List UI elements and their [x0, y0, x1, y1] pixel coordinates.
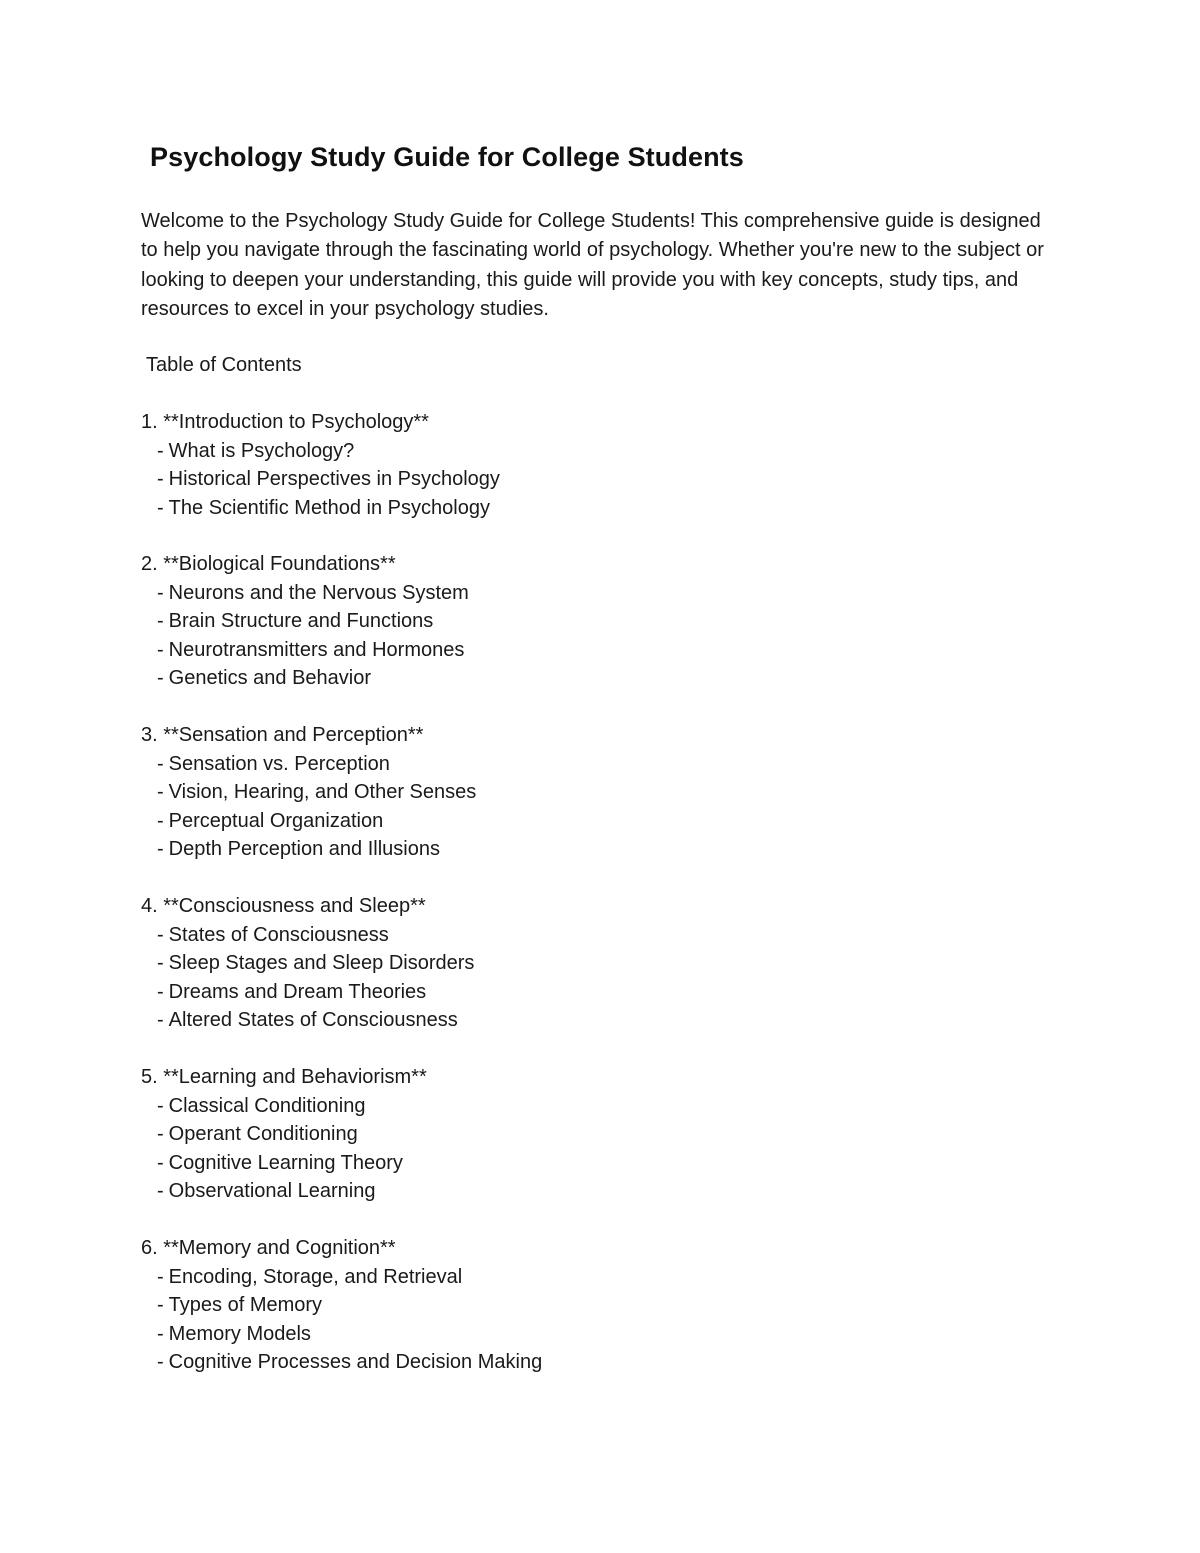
list-item: - Observational Learning	[157, 1180, 376, 1203]
section-title: 4. **Consciousness and Sleep**	[141, 895, 426, 917]
toc-section-3	[141, 721, 1041, 864]
list-item-label: Depth Perception and Illusions	[168, 838, 440, 861]
toc-section-4	[141, 892, 1041, 1035]
list-item-label: Altered States of Consciousness	[168, 1009, 458, 1032]
list-item: - The Scientific Method in Psychology	[157, 496, 490, 519]
list-item: - Cognitive Learning Theory	[157, 1151, 403, 1174]
list-item: - What is Psychology?	[157, 439, 355, 462]
list-item-label: Neurons and the Nervous System	[168, 581, 469, 604]
list-item: - Neurons and the Nervous System	[157, 581, 469, 604]
section-title: 3. **Sensation and Perception**	[141, 724, 424, 746]
section-title: 5. **Learning and Behaviorism**	[141, 1066, 427, 1088]
list-item-label: What is Psychology?	[168, 439, 355, 462]
intro-paragraph: Welcome to the Psychology Study Guide for College Students! This comprehensive guide is designed to help you navigate through the fascinating world of psychology. Whether you're new to the subject or looking to deepen your understanding, this guide will provide you with key concepts, study tips, and resources to excel in your psychology studies.	[141, 210, 1044, 320]
toc-section-6	[141, 1234, 1041, 1377]
list-item-label: The Scientific Method in Psychology	[168, 496, 490, 519]
list-item-label: Historical Perspectives in Psychology	[168, 468, 500, 491]
list-item: - Sleep Stages and Sleep Disorders	[157, 952, 475, 975]
list-item: - Memory Models	[157, 1322, 311, 1345]
list-item-label: Cognitive Learning Theory	[168, 1151, 403, 1174]
list-item-label: Vision, Hearing, and Other Senses	[168, 781, 477, 804]
document-title: Psychology Study Guide for College Students	[150, 142, 744, 172]
list-item-label: Neurotransmitters and Hormones	[168, 638, 465, 661]
list-item: - Dreams and Dream Theories	[157, 980, 427, 1003]
section-title: 1. **Introduction to Psychology**	[141, 411, 429, 433]
toc-section-2	[141, 550, 1041, 693]
list-item: - Encoding, Storage, and Retrieval	[157, 1265, 463, 1288]
list-item: - Cognitive Processes and Decision Making	[157, 1351, 543, 1374]
list-item: - Sensation vs. Perception	[157, 752, 390, 775]
section-title: 6. **Memory and Cognition**	[141, 1237, 396, 1259]
toc-section-1	[141, 408, 1041, 522]
list-item-label: Cognitive Processes and Decision Making	[168, 1351, 543, 1374]
toc-section-5	[141, 1063, 1041, 1206]
list-item: - Neurotransmitters and Hormones	[157, 638, 465, 661]
list-item-label: Dreams and Dream Theories	[168, 980, 427, 1003]
list-item: - Vision, Hearing, and Other Senses	[157, 781, 477, 804]
list-item-label: Memory Models	[168, 1322, 311, 1345]
list-item-label: Operant Conditioning	[168, 1123, 358, 1146]
list-item-label: Genetics and Behavior	[168, 667, 372, 690]
list-item: - Depth Perception and Illusions	[157, 838, 440, 861]
list-item: - States of Consciousness	[157, 923, 389, 946]
list-item: - Genetics and Behavior	[157, 667, 372, 690]
list-item-label: Types of Memory	[168, 1294, 323, 1317]
list-item-label: Sensation vs. Perception	[168, 752, 390, 775]
list-item-label: Classical Conditioning	[168, 1094, 366, 1117]
list-item: - Types of Memory	[157, 1294, 323, 1317]
list-item-label: Sleep Stages and Sleep Disorders	[168, 952, 475, 975]
list-item: - Brain Structure and Functions	[157, 610, 434, 633]
section-title: 2. **Biological Foundations**	[141, 553, 396, 575]
list-item-label: Brain Structure and Functions	[168, 610, 434, 633]
list-item-label: Perceptual Organization	[168, 809, 384, 832]
list-item-label: Encoding, Storage, and Retrieval	[168, 1265, 463, 1288]
list-item-label: Observational Learning	[168, 1180, 376, 1203]
list-item: - Altered States of Consciousness	[157, 1009, 458, 1032]
list-item-label: States of Consciousness	[168, 923, 389, 946]
list-item: - Perceptual Organization	[157, 809, 384, 832]
list-item: - Classical Conditioning	[157, 1094, 366, 1117]
list-item: - Operant Conditioning	[157, 1123, 358, 1146]
list-item: - Historical Perspectives in Psychology	[157, 468, 500, 491]
toc-heading: Table of Contents	[146, 354, 302, 376]
